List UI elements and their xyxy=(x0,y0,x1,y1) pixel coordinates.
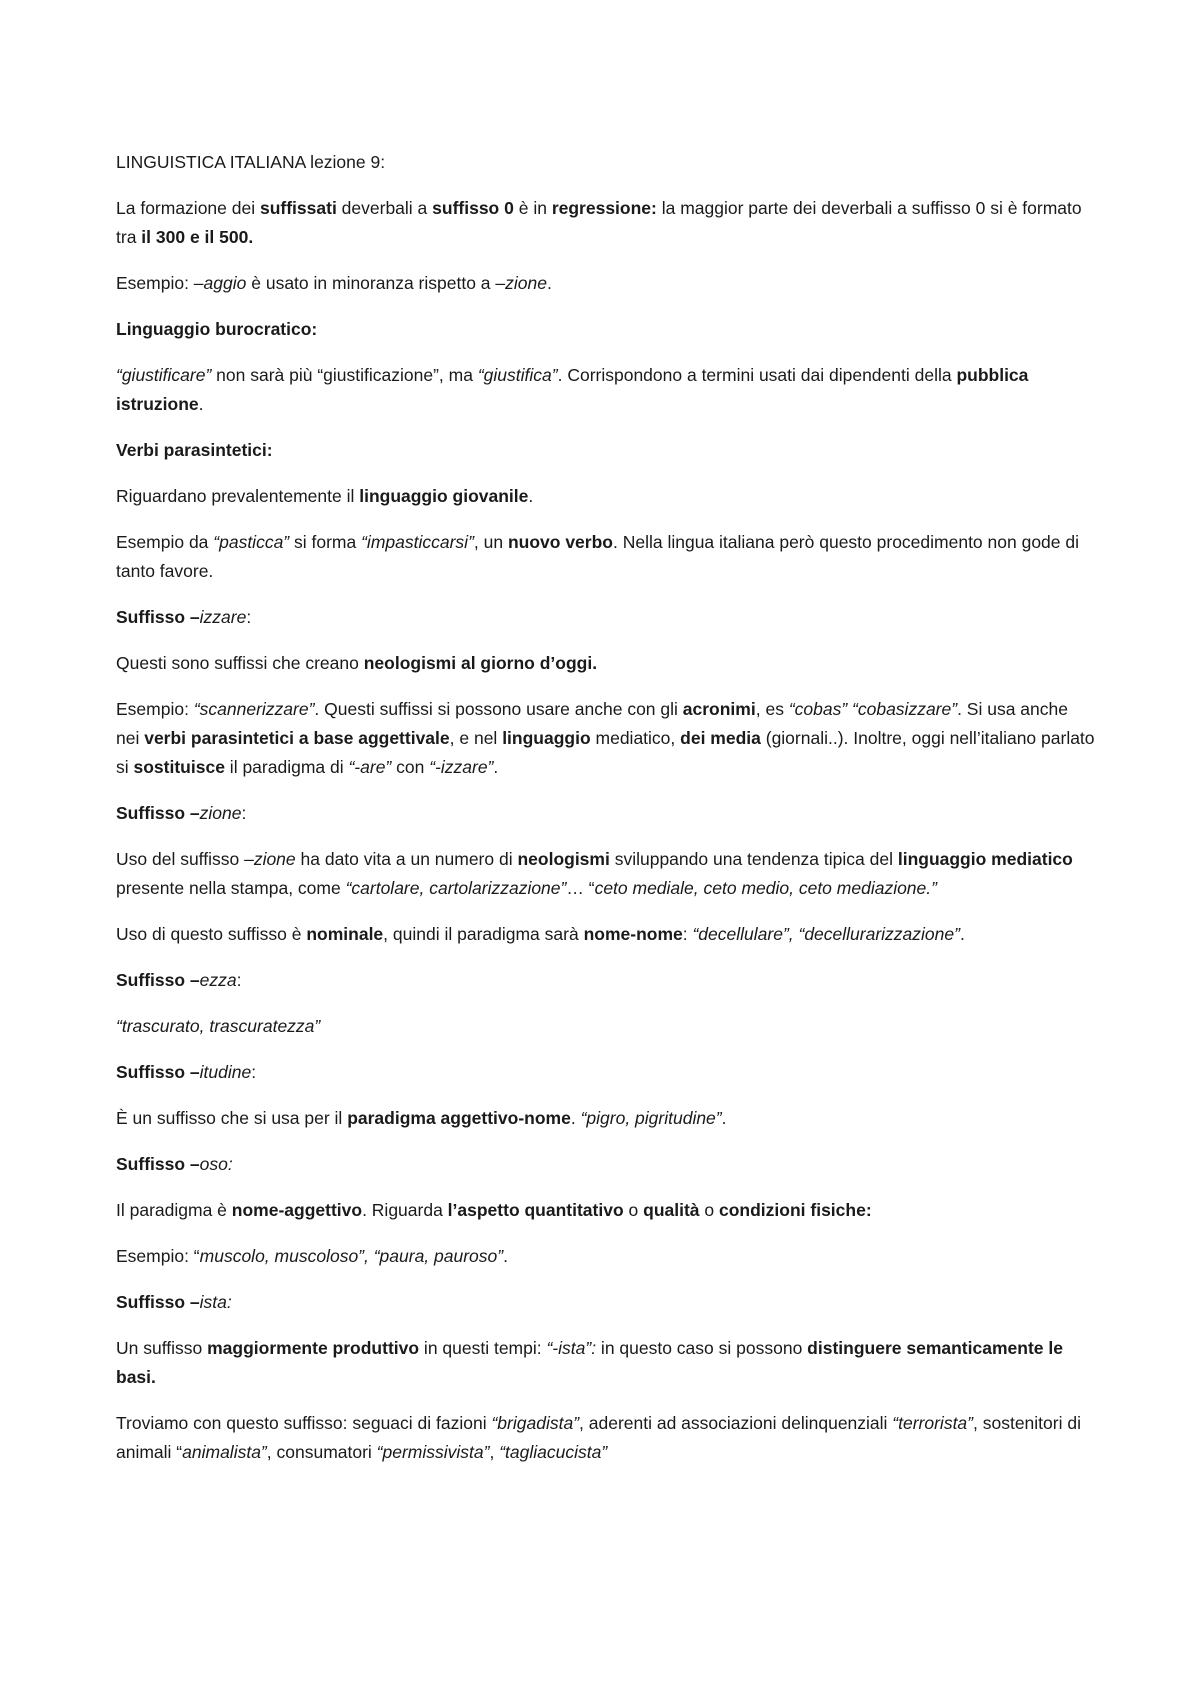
paragraph xyxy=(116,269,1096,298)
bold-text: suffisso 0 xyxy=(432,198,514,218)
paragraph xyxy=(116,966,1096,995)
italic-text: ista: xyxy=(199,1292,232,1312)
bold-text: nominale xyxy=(306,924,384,944)
bold-text: regressione: xyxy=(551,198,657,218)
italic-text: “-ista”: xyxy=(546,1338,597,1358)
text-run: Esempio da xyxy=(116,532,214,552)
bold-text: l’aspetto quantitativo xyxy=(447,1200,624,1220)
text-run: : xyxy=(251,1062,257,1082)
bold-text: nome-nome xyxy=(583,924,683,944)
text-run: … “ xyxy=(566,878,595,898)
italic-text: “cobas” “cobasizzare” xyxy=(788,699,958,719)
text-run: , quindi il paradigma sarà xyxy=(383,924,584,944)
bold-text: sostituisce xyxy=(133,757,225,777)
italic-text: oso: xyxy=(199,1154,233,1174)
text-run: o xyxy=(699,1200,719,1220)
bold-text: Suffisso – xyxy=(116,970,200,990)
paragraph xyxy=(116,1012,1096,1041)
text-run: presente nella stampa, come xyxy=(116,878,346,898)
text-run: ha dato vita a un numero di xyxy=(295,849,518,869)
italic-text: itudine xyxy=(199,1062,252,1082)
italic-text: zione xyxy=(253,849,296,869)
bold-text: acronimi xyxy=(682,699,756,719)
text-run: La formazione dei xyxy=(116,198,260,218)
text-run: la maggior parte dei deverbali a suffisso 0 si è formato tra xyxy=(116,198,1082,247)
text-run: (giornali..). Inoltre, oggi nell’italiano parlato si xyxy=(116,728,1095,777)
bold-text: distinguere semanticamente le basi. xyxy=(116,1338,1063,1387)
text-run: . Riguarda xyxy=(362,1200,448,1220)
document-body xyxy=(116,148,1096,1484)
bold-text: linguaggio giovanile xyxy=(359,486,529,506)
text-run: , xyxy=(489,1442,500,1462)
text-run: il paradigma di xyxy=(224,757,349,777)
bold-text: Verbi parasintetici: xyxy=(116,440,273,460)
italic-text: “pasticca” xyxy=(213,532,290,552)
text-run: Riguardano prevalentemente il xyxy=(116,486,360,506)
text-run: . xyxy=(721,1108,727,1128)
italic-text: “decellulare”, “decellurarizzazione” xyxy=(692,924,960,944)
bold-text: Suffisso – xyxy=(116,803,200,823)
paragraph xyxy=(116,1288,1096,1317)
text-run: , e nel xyxy=(449,728,503,748)
bold-text: nuovo verbo xyxy=(507,532,613,552)
paragraph xyxy=(116,528,1096,586)
text-run: . xyxy=(570,1108,581,1128)
italic-text: “impasticcarsi” xyxy=(361,532,474,552)
text-run: Esempio: “ xyxy=(116,1246,200,1266)
bold-text: paradigma aggettivo-nome xyxy=(347,1108,571,1128)
text-run: : xyxy=(236,970,242,990)
italic-text: “-are” xyxy=(348,757,392,777)
text-run: si forma xyxy=(289,532,362,552)
text-run: Questi sono suffissi che creano xyxy=(116,653,364,673)
paragraph xyxy=(116,1150,1096,1179)
text-run: è in xyxy=(513,198,552,218)
bold-text: qualità xyxy=(643,1200,700,1220)
italic-text: “trascurato, trascuratezza” xyxy=(116,1016,321,1036)
italic-text: muscolo, muscoloso”, “paura, pauroso” xyxy=(199,1246,504,1266)
paragraph xyxy=(116,799,1096,828)
italic-text: ceto mediale, ceto medio, ceto mediazione.” xyxy=(594,878,937,898)
bold-text: linguaggio xyxy=(502,728,591,748)
bold-text: Linguaggio burocratico: xyxy=(116,319,318,339)
paragraph xyxy=(116,845,1096,903)
italic-text: “giustifica” xyxy=(477,365,558,385)
text-run: , es xyxy=(755,699,789,719)
text-run: : xyxy=(682,924,693,944)
bold-text: Suffisso – xyxy=(116,607,200,627)
text-run: Esempio: xyxy=(116,699,194,719)
bold-text: maggiormente produttivo xyxy=(207,1338,420,1358)
text-run: , consumatori xyxy=(266,1442,377,1462)
text-run: . xyxy=(503,1246,508,1266)
text-run: . Nella lingua italiana però questo procedimento non gode di tanto favore. xyxy=(116,532,1079,581)
italic-text: “giustificare” xyxy=(116,365,212,385)
text-run: Il paradigma è xyxy=(116,1200,232,1220)
paragraph xyxy=(116,436,1096,465)
text-run: . xyxy=(959,924,965,944)
text-run: LINGUISTICA ITALIANA lezione 9: xyxy=(116,152,386,172)
paragraph xyxy=(116,603,1096,632)
text-run: , sostenitori di animali “ xyxy=(116,1413,1081,1462)
text-run: con xyxy=(391,757,430,777)
italic-text: “brigadista” xyxy=(491,1413,580,1433)
paragraph xyxy=(116,1242,1096,1271)
text-run: Esempio: – xyxy=(116,273,204,293)
italic-text: animalista” xyxy=(182,1442,267,1462)
bold-text: pubblica istruzione xyxy=(116,365,1029,414)
text-run: Uso di questo suffisso è xyxy=(116,924,307,944)
text-run: . Questi suffissi si possono usare anche con gli xyxy=(314,699,683,719)
italic-text: izzare xyxy=(199,607,247,627)
text-run: : xyxy=(241,803,247,823)
bold-text: Suffisso – xyxy=(116,1154,200,1174)
bold-text: neologismi al giorno d’oggi. xyxy=(363,653,598,673)
text-run: : xyxy=(246,607,252,627)
text-run: o xyxy=(623,1200,644,1220)
bold-text: neologismi xyxy=(517,849,610,869)
paragraph xyxy=(116,194,1096,252)
text-run: Troviamo con questo suffisso: seguaci di fazioni xyxy=(116,1413,492,1433)
bold-text: il 300 e il 500. xyxy=(141,227,254,247)
paragraph xyxy=(116,649,1096,678)
bold-text: suffissati xyxy=(259,198,337,218)
italic-text: ezza xyxy=(199,970,237,990)
italic-text: aggio xyxy=(203,273,247,293)
text-run: , un xyxy=(473,532,508,552)
italic-text: “tagliacucista” xyxy=(499,1442,608,1462)
italic-text: “cartolare, cartolarizzazione” xyxy=(345,878,567,898)
text-run: in questo caso si possono xyxy=(596,1338,808,1358)
text-run: in questi tempi: xyxy=(419,1338,547,1358)
italic-text: zione xyxy=(505,273,547,293)
paragraph xyxy=(116,1058,1096,1087)
paragraph xyxy=(116,1334,1096,1392)
italic-text: “-izzare” xyxy=(429,757,494,777)
bold-text: Suffisso – xyxy=(116,1292,200,1312)
text-run: Uso del suffisso – xyxy=(116,849,254,869)
bold-text: Suffisso – xyxy=(116,1062,200,1082)
text-run: , aderenti ad associazioni delinquenziali xyxy=(579,1413,893,1433)
italic-text: “pigro, pigritudine” xyxy=(580,1108,722,1128)
paragraph xyxy=(116,920,1096,949)
paragraph xyxy=(116,1196,1096,1225)
text-run: . xyxy=(546,273,552,293)
bold-text: nome-aggettivo xyxy=(231,1200,363,1220)
text-run: . xyxy=(493,757,499,777)
text-run: . Si usa anche nei xyxy=(116,699,1068,748)
paragraph xyxy=(116,1104,1096,1133)
text-run: È un suffisso che si usa per il xyxy=(116,1108,348,1128)
text-run: è usato in minoranza rispetto a – xyxy=(246,273,506,293)
bold-text: verbi parasintetici a base aggettivale xyxy=(144,728,450,748)
text-run: . Corrispondono a termini usati dai dipendenti della xyxy=(557,365,957,385)
bold-text: linguaggio mediatico xyxy=(897,849,1073,869)
italic-text: “terrorista” xyxy=(892,1413,973,1433)
bold-text: dei media xyxy=(680,728,761,748)
text-run: deverbali a xyxy=(336,198,433,218)
bold-text: condizioni fisiche: xyxy=(719,1200,872,1220)
text-run: non sarà più “giustificazione”, ma xyxy=(211,365,478,385)
paragraph xyxy=(116,482,1096,511)
italic-text: “permissivista” xyxy=(376,1442,490,1462)
text-run: mediatico, xyxy=(590,728,681,748)
italic-text: zione xyxy=(199,803,242,823)
paragraph xyxy=(116,1409,1096,1467)
paragraph xyxy=(116,148,1096,177)
paragraph xyxy=(116,315,1096,344)
paragraph xyxy=(116,361,1096,419)
text-run: Un suffisso xyxy=(116,1338,208,1358)
text-run: . xyxy=(198,394,204,414)
paragraph xyxy=(116,695,1096,782)
italic-text: “scannerizzare” xyxy=(193,699,315,719)
text-run: sviluppando una tendenza tipica del xyxy=(609,849,898,869)
text-run: . xyxy=(528,486,534,506)
